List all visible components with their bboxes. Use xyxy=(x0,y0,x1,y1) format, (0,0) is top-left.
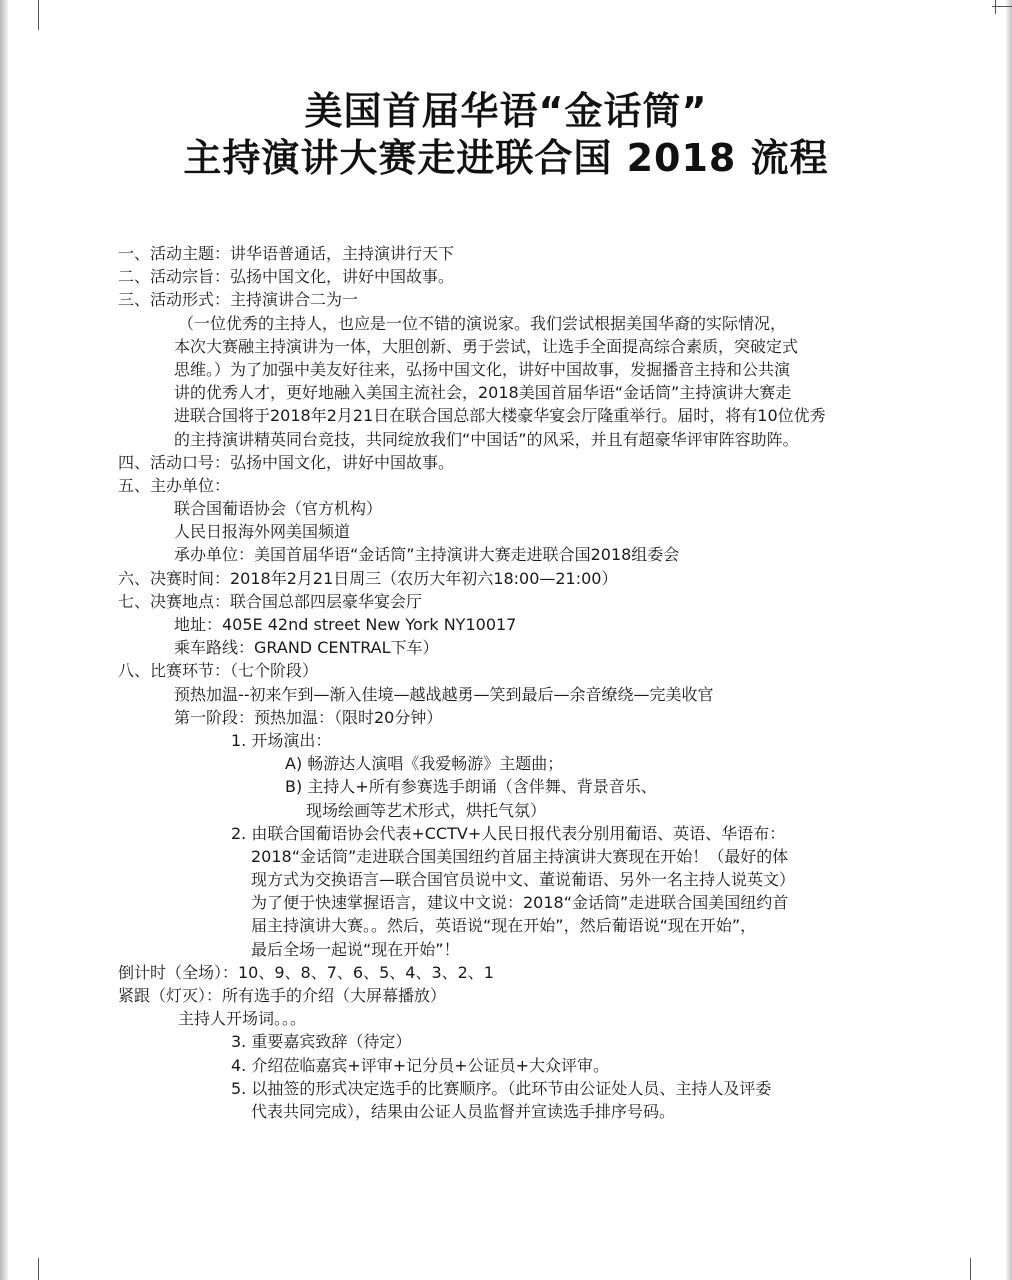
step-introductions: 4. 介绍莅临嘉宾+评审+记分员+公证员+大众评审。 xyxy=(231,1055,609,1075)
section-theme: 一、活动主题：讲华语普通话，主持演讲行天下 xyxy=(118,244,455,263)
document-body xyxy=(0,242,1012,1123)
venue-route: 乘车路线：GRAND CENTRAL下车） xyxy=(174,638,439,658)
section-purpose: 二、活动宗旨：弘扬中国文化，讲好中国故事。 xyxy=(118,267,455,287)
step-draw-order: 5. 以抽签的形式决定选手的比赛顺序。（此环节由公证处人员、主持人及评委 xyxy=(231,1078,772,1098)
host-opening-line: 主持人开场词。。。 xyxy=(178,1009,307,1029)
countdown-line: 倒计时（全场）：10、9、8、7、6、5、4、3、2、1 xyxy=(118,962,494,982)
section-format-paragraph-line: 本次大赛融主持演讲为一体，大胆创新、勇于尝试，让选手全面提高综合素质，突破定式 xyxy=(174,336,799,356)
document-title-line-1: 美国首届华语“金话筒” xyxy=(304,89,708,133)
section-format-paragraph-line: 讲的优秀人才，更好地融入美国主流社会，2018美国首届华语“金话筒”主持演讲大赛走 xyxy=(174,383,792,403)
section-competition-stages: 八、比赛环节：（七个阶段） xyxy=(118,661,319,681)
section-format-paragraph-line: （一位优秀的主持人，也应是一位不错的演说家。我们尝试根据美国华裔的实际情况， xyxy=(178,313,787,333)
crop-mark-top-right xyxy=(995,0,996,14)
crop-mark-bottom-left xyxy=(38,1258,39,1280)
section-format: 三、活动形式：主持演讲合二为一 xyxy=(118,290,359,310)
stage-sequence: 预热加温--初来乍到—渐入佳境—越战越勇—笑到最后—余音缭绕—完美收官 xyxy=(174,684,714,704)
step-announcement-line: 届主持演讲大赛。。然后，英语说“现在开始”，然后葡语说“现在开始”， xyxy=(251,916,757,936)
step-draw-order-continued: 代表共同完成），结果由公证人员监督并宣读选手排序号码。 xyxy=(251,1101,676,1121)
section-format-paragraph-line: 思维。）为了加强中美友好往来，弘扬中国文化，讲好中国故事，发掘播音主持和公共演 xyxy=(174,359,791,379)
crop-mark-bottom-right xyxy=(970,1258,971,1280)
organizer-item: 承办单位：美国首届华语“金话筒”主持演讲大赛走进联合国2018组委会 xyxy=(174,545,680,565)
organizer-item: 人民日报海外网美国频道 xyxy=(174,522,351,542)
section-format-paragraph-line: 进联合国将于2018年2月21日在联合国总部大楼豪华宴会厅隆重举行。届时，将有10位优秀 xyxy=(174,406,826,426)
organizer-item: 联合国葡语协会（官方机构） xyxy=(174,499,383,519)
section-final-time: 六、决赛时间：2018年2月21日周三（农历大年初六18:00—21:00） xyxy=(118,568,618,588)
step-announcement-line: 现方式为交换语言—联合国官员说中文、董说葡语、另外一名主持人说英文） xyxy=(251,870,796,890)
step-opening-item-b-continued: 现场绘画等艺术形式，烘托气氛） xyxy=(306,800,547,820)
section-slogan: 四、活动口号：弘扬中国文化，讲好中国故事。 xyxy=(118,452,455,472)
step-announcement-line: 2018“金话筒”走进联合国美国纽约首届主持演讲大赛现在开始！（最好的体 xyxy=(251,846,789,866)
step-announcement: 2. 由联合国葡语协会代表+CCTV+人民日报代表分别用葡语、英语、华语布： xyxy=(231,823,786,843)
section-format-paragraph-line: 的主持演讲精英同台竞技，共同绽放我们“中国话”的风采，并且有超豪华评审阵容助阵。 xyxy=(174,429,799,449)
step-announcement-line: 为了便于快速掌握语言，建议中文说：2018“金话筒”走进联合国美国纽约首 xyxy=(251,893,789,913)
step-announcement-line: 最后全场一起说“现在开始”！ xyxy=(251,939,460,959)
section-organizers: 五、主办单位： xyxy=(118,475,231,495)
document-title-line-2: 主持演讲大赛走进联合国 2018 流程 xyxy=(183,136,829,180)
stage-one-heading: 第一阶段：预热加温：（限时20分钟） xyxy=(174,707,443,727)
follow-up-line: 紧跟（灯灭）：所有选手的介绍（大屏幕播放） xyxy=(118,986,447,1005)
crop-mark-top-left xyxy=(38,0,39,30)
step-opening-item-b: B) 主持人+所有参赛选手朗诵（含伴舞、背景音乐、 xyxy=(285,777,657,797)
crop-mark-top-right-horizontal xyxy=(992,6,1012,7)
step-guest-speech: 3. 重要嘉宾致辞（待定） xyxy=(231,1032,412,1052)
section-final-venue: 七、决赛地点：联合国总部四层豪华宴会厅 xyxy=(118,591,423,611)
step-opening-performance: 1. 开场演出： xyxy=(231,730,332,750)
step-opening-item-a: A) 畅游达人演唱《我爱畅游》主题曲； xyxy=(285,754,564,774)
venue-address: 地址：405E 42nd street New York NY10017 xyxy=(174,615,517,634)
